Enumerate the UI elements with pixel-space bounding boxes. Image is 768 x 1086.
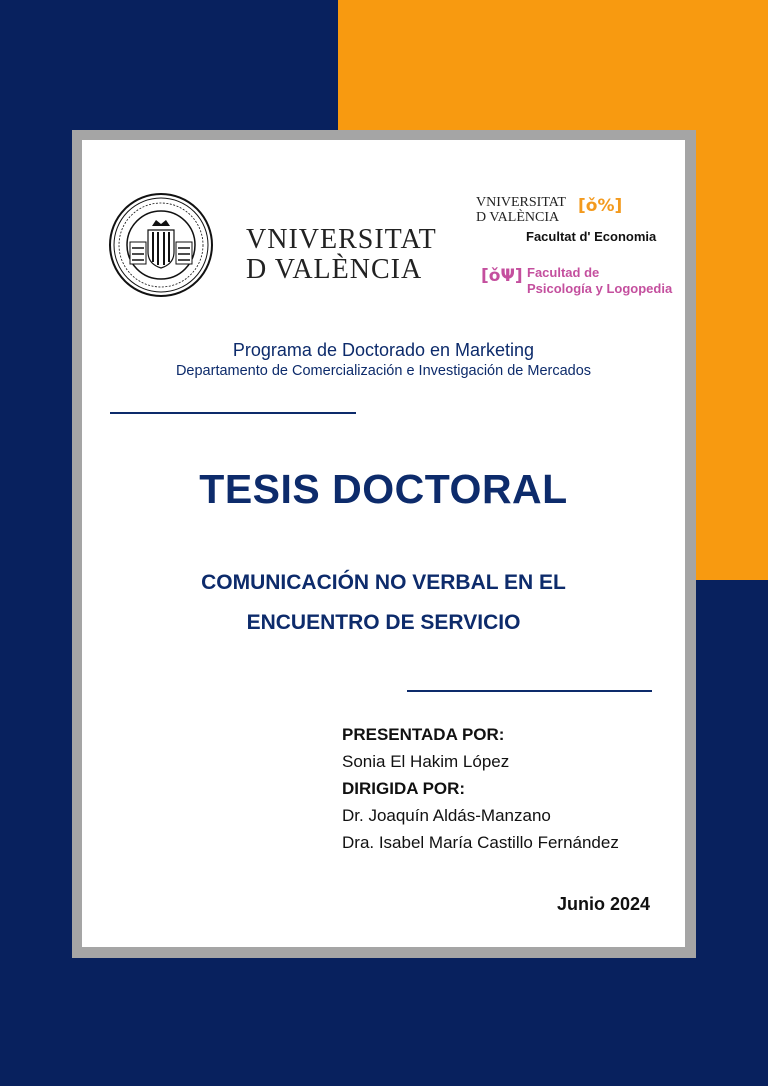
university-wordmark-line1: VNIVERSITAT [246, 224, 437, 255]
economy-uni-line2: D VALÈNCIA [476, 210, 560, 225]
psychology-faculty-name [527, 265, 672, 297]
program-name: Programa de Doctorado en Marketing [232, 340, 535, 360]
psychology-psi-icon: [ǒΨ] [481, 266, 523, 286]
economy-percent-icon: [ǒ%] [578, 196, 623, 216]
economy-uni-line1: VNIVERSITAT [476, 195, 566, 210]
thesis-subtitle-line1: COMUNICACIÓN NO VERBAL EN EL [201, 571, 566, 594]
director-1-name: Dr. Joaquín Aldás-Manzano [342, 806, 551, 825]
bottom-divider [407, 690, 652, 692]
economy-faculty-name: Facultat d' Economia [526, 229, 657, 244]
department-name: Departamento de Comercialización e Investigación de Mercados [175, 363, 592, 379]
university-seal-logo [108, 192, 214, 298]
psychology-faculty-line2: Psicología y Logopedia [527, 281, 673, 296]
psychology-faculty-line1: Facultad de [527, 265, 600, 280]
economy-uni-wordmark [476, 195, 566, 225]
director-2-name: Dra. Isabel María Castillo Fernández [342, 833, 619, 852]
thesis-date: Junio 2024 [556, 894, 650, 914]
presented-by-label: PRESENTADA POR: [342, 725, 505, 744]
thesis-title: TESIS DOCTORAL [199, 466, 568, 512]
thesis-subtitle-line2: ENCUENTRO DE SERVICIO [246, 611, 521, 634]
top-divider [110, 412, 356, 414]
university-wordmark [246, 225, 437, 285]
presenter-name: Sonia El Hakim López [342, 752, 510, 771]
university-wordmark-line2: D VALÈNCIA [246, 254, 423, 285]
directed-by-label: DIRIGIDA POR: [342, 779, 466, 798]
